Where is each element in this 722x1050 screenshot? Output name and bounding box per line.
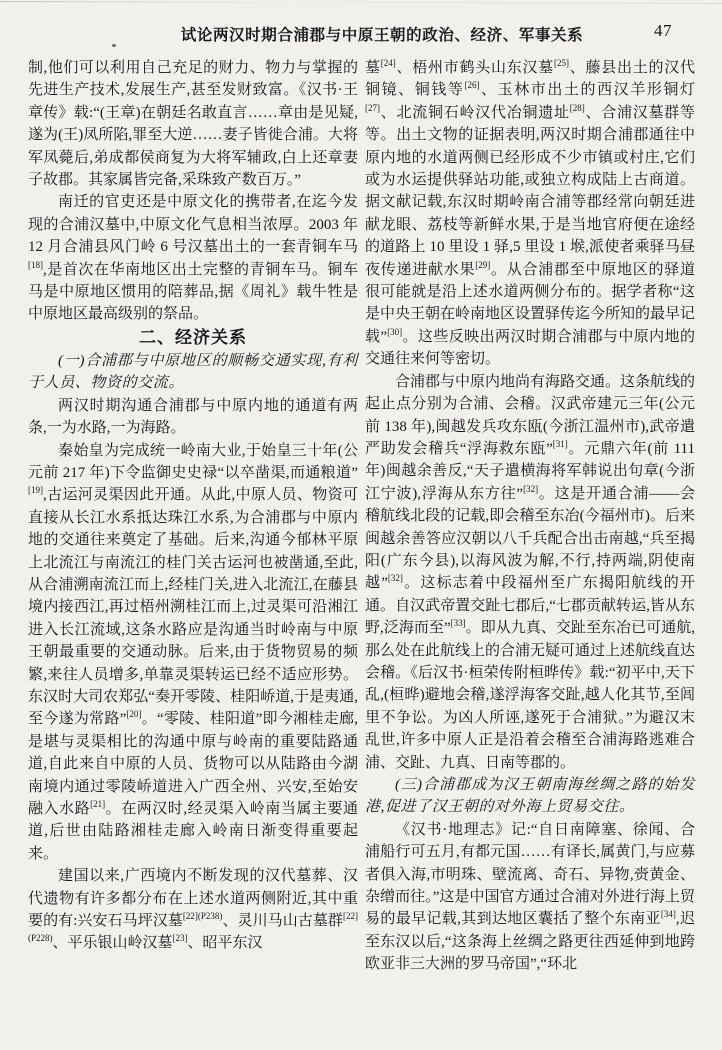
section-heading: 二、经济关系 [139,327,247,347]
citation-marker: [27] [365,102,380,113]
citation-marker: [33] [450,618,466,629]
citation-marker: [18] [28,259,43,270]
page-header [0,0,722,56]
subpoint-paragraph: (一)合浦郡与中原地区的顺畅交通实现,有利于人员、物资的交流。 [28,352,358,392]
citation-marker: [31] [552,438,568,449]
citation-marker: [28] [569,102,585,113]
citation-page-marker: (P228) [28,933,53,944]
citation-marker: [29] [475,259,491,270]
citation-marker: [19] [28,485,43,496]
body-paragraph: 秦始皇为完成统一岭南大业,于始皇三十年(公元前 217 年)下令监御史史禄“以卒凿渠,而通粮道”[19],古运河灵渠因此开通。从此,中原人员、物资可直接从长江水系抵达珠江水系,为合浦郡与中原内地的交通往来奠定了基础。后来,沟通今郁林平原上北流江与南流江的桂门关古运河也被凿通,至此,从合浦溯南流江而上,经桂门关,进入北流江,在藤县境内接西江,再过梧州溯桂江而上,过灵渠可沿湘江进入长江流域,这条水路应是沟通当时岭南与中原王朝最重要的交通动脉。后来,由于货物贸易的频繁,来往人员增多,单靠灵渠转运已经不适应形势。东汉时大司农郑弘“奏开零陵、桂阳峤道,于是夷通,至今遂为常路”[20]。“零陵、桂阳道”即今湘桂走廊,是堪与灵渠相比的沟通中原与岭南的重要陆路通道,自此来自中原的人员、货物可以从陆路由今湖南境内通过零陵峤道进入广西全州、兴安,至始安融入水路[21]。在两汉时,经灵渠入岭南当属主要通道,后世由陆路湘桂走廊入岭南日渐变得重要起来。 [28,442,358,862]
citation-marker: [21] [90,799,106,809]
citation-page-marker: (P238) [197,911,223,922]
citation-marker: [22] [182,911,198,922]
body-paragraph: 《汉书·地理志》记:“自日南障塞、徐闻、合浦船行可五月,有都元国……有译长,属黄门,与应募者俱入海,市明珠、壁流离、奇石、异物,赍黄金、杂缯而往。”这是中国官方通过合浦对外进行海上贸易的最早记载,其到达地区囊括了整个东南亚[34],迟至东汉以后,“这条海上丝绸之路更往西延伸到地跨欧亚非三大洲的罗马帝国”,“环北 [365,821,695,973]
body-paragraph: 建国以来,广西境内不断发现的汉代墓葬、汉代遗物有许多都分布在上述水道两侧附近,其中重要的有:兴安石马坪汉墓$^{[22](P238)}$、灵川马山古墓群$^{[22](P228)}$、平乐银山岭汉墓[23]、昭平东汉 [28,868,358,952]
citation-marker: [24] [380,58,396,68]
column-left [28,57,358,976]
citation-marker: [23] [172,933,188,944]
page-number: 47 [654,21,672,40]
citation-marker: [26] [464,80,480,91]
column-right [365,57,695,976]
citation-marker: [25] [553,58,569,68]
citation-marker: [32] [523,483,539,494]
subpoint-paragraph: (三)合浦郡成为汉王朝南海丝绸之路的始发港,促进了汉王朝的对外海上贸易交往。 [365,777,695,816]
body-paragraph: 合浦郡与中原内地尚有海路交通。这条航线的起止点分别为合浦、会稽。汉武帝建元三年(公元前 138 年),闽越发兵攻东瓯(今浙江温州市),武帝遣严助发会稽兵“浮海救东瓯”[31]。元鼎六年(前 111 年)闽越余善反,“天子遣横海将军韩说出句章(今浙江宁波),浮海从东方往”[32]。这是开通合浦——会稽航线北段的记载,即会稽至东冶(今福州市)。后来闽越余善答应汉朝以八千兵配合出击南越,“兵至揭阳(广东今县),以海风波为解,不行,持两端,阴使南越”[32]。这标志着中段福州至广东揭阳航线的开通。自汉武帝置交趾七郡后,“七郡贡献转运,皆从东野,泛海而至”[33]。即从九真、交趾至东冶已可通航,那么处在此航线上的合浦无疑可通过上述航线直达会稽。《后汉书·桓荣传附桓晔传》载:“初平中,天下乱,(桓晔)避地会稽,遂浮海客交趾,越人化其节,至闾里不争讼。为凶人所诬,遂死于合浦狱。”为避汉末乱世,许多中原人正是沿着会稽至合浦海路逃难合浦、交趾、九真、日南等郡的。 [365,373,696,771]
body-paragraph: 制,他们可以利用自己充足的财力、物力与掌握的先进生产技术,发展生产,甚至发财致富。《汉书·王章传》载:“(王章)在朝廷名敢直言……章由是见疑,遂为(王)凤所陷,罪至大逆……妻子皆徙合浦。大将军凤薨后,弟成都侯商复为大将军辅政,白上还章妻子故郡。其家属皆完备,采珠致产数百万。” [28,60,358,189]
citation-marker: [34] [660,909,676,920]
body-paragraph: 南迁的官吏还是中原文化的携带者,在迄今发现的合浦汉墓中,中原文化气息相当浓厚。2003 年 12 月合浦县风门岭 6 号汉墓出土的一套青铜车马[18],是首次在华南地区出土完整的青铜车马。铜车马是中原地区惯用的陪葬品,据《周礼》载牛牲是中原地区最高级别的祭品。 [28,194,358,323]
citation-marker: [30] [387,326,403,337]
running-title: 试论两汉时期合浦郡与中原王朝的政治、经济、军事关系 [180,27,584,44]
citation-marker: [32] [387,573,403,584]
body-paragraph: 墓[24]、梧州市鹤头山东汉墓[25]、藤县出土的汉代铜镜、铜钱等[26]、玉林市出土的西汉羊形铜灯[27]、北流铜石岭汉代冶铜遗址[28]、合浦汉墓群等等。出土文物的证据表明,两汉时期合浦郡通往中原内地的水道两侧已经形成不少市镇或村庄,它们或为水运提供驿站功能,或独立构成陆上古商道。据文献记载,东汉时期岭南合浦等郡经常向朝廷进献龙眼、荔枝等新鲜水果,于是当地官府便在途经的道路上 10 里设 1 驿,5 里设 1 堠,派使者乘驿马昼夜传递进献水果[29]。从合浦郡至中原地区的驿道很可能就是沿上述水道两侧分布的。据学者称“这是中央王朝在岭南地区设置驿传迄今所知的最早记载”[30]。这些反映出两汉时期合浦郡与中原内地的交通往来何等密切。 [365,58,696,368]
citation-marker: [20] [126,709,142,720]
citation-marker: [22] [342,911,358,922]
body-paragraph: 两汉时期沟通合浦郡与中原内地的通道有两条,一为水路,一为海路。 [28,397,358,437]
article-body [28,57,695,976]
